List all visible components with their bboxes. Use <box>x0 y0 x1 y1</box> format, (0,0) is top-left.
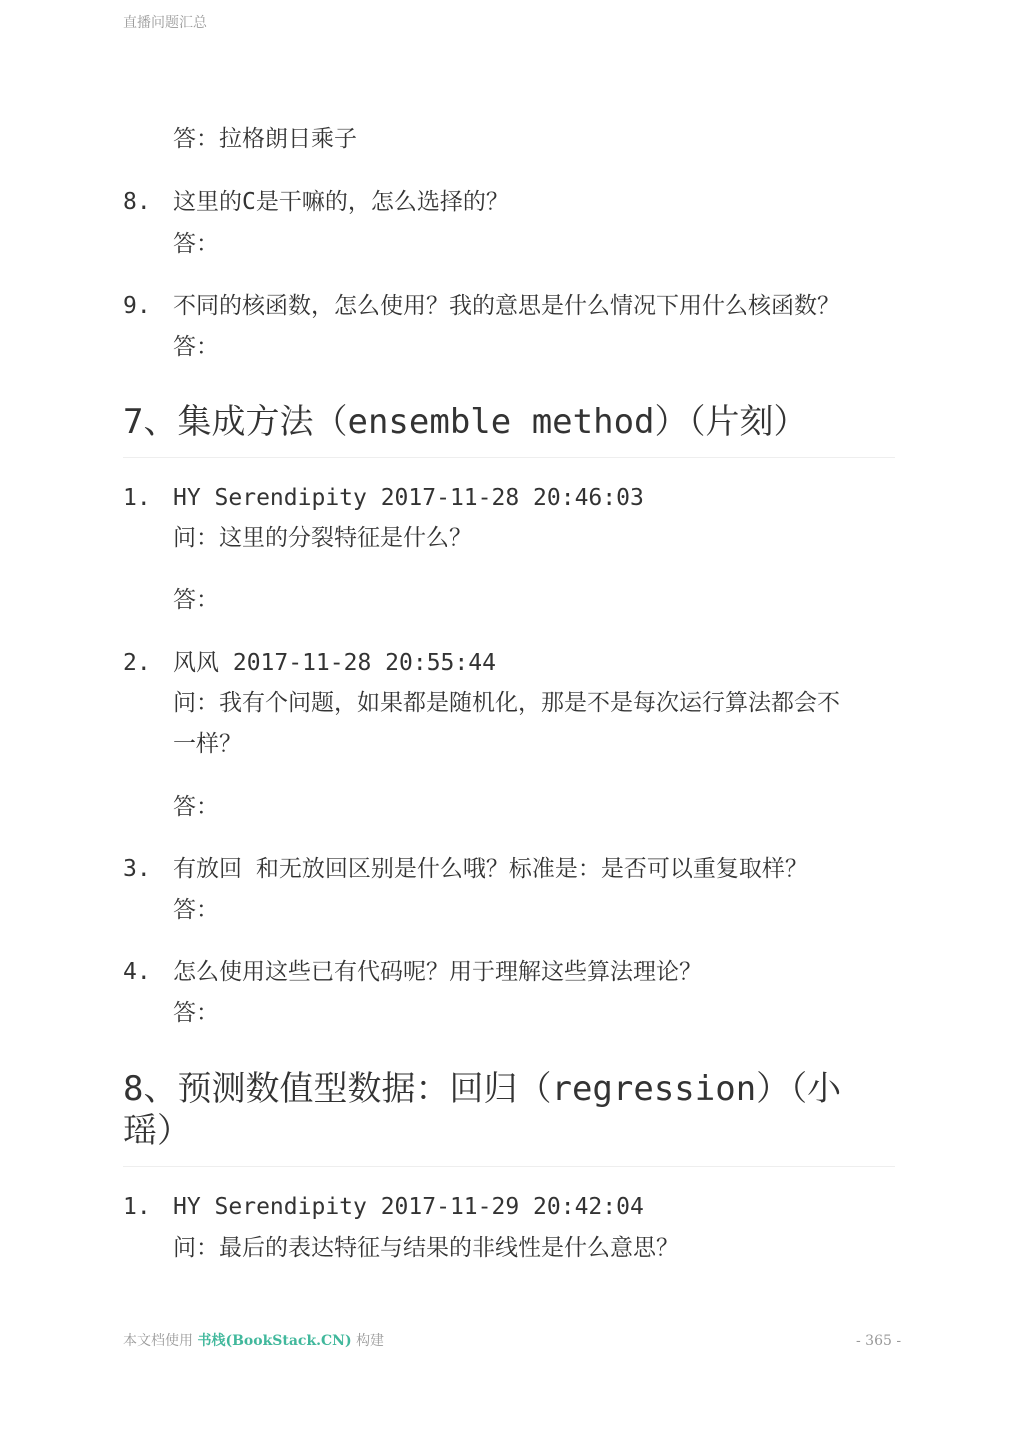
question-text: 问：最后的表达特征与结果的非线性是什么意思？ <box>173 1235 679 1261</box>
question-text: 有放回 和无放回区别是什么哦？标准是：是否可以重复取样？ <box>173 856 808 882</box>
page-number: - 365 - <box>856 1333 902 1349</box>
answer-text: 答： <box>173 1000 219 1026</box>
answer-text: 答： <box>173 231 219 257</box>
footer-prefix: 本文档使用 <box>123 1333 193 1349</box>
footer-suffix: 构建 <box>356 1333 385 1349</box>
list-item-number: 4. <box>123 959 151 985</box>
running-header-title: 直播问题汇总 <box>123 15 207 31</box>
bookstack-link[interactable]: 书栈(BookStack.CN) <box>197 1333 352 1349</box>
heading-divider <box>123 457 895 458</box>
section-heading-continued: 瑶） <box>123 1111 191 1151</box>
author-timestamp: HY Serendipity 2017-11-29 20:42:04 <box>173 1194 644 1220</box>
list-item-number: 9. <box>123 293 151 319</box>
answer-text: 答： <box>173 587 219 613</box>
answer-text: 答： <box>173 334 219 360</box>
question-text: 问：我有个问题，如果都是随机化，那是不是每次运行算法都会不 <box>173 690 840 716</box>
answer-text: 答：拉格朗日乘子 <box>173 126 357 152</box>
question-text: 怎么使用这些已有代码呢？用于理解这些算法理论？ <box>173 959 702 985</box>
footer-credit <box>123 1331 384 1351</box>
question-text: 问：这里的分裂特征是什么？ <box>173 525 472 551</box>
answer-text: 答： <box>173 794 219 820</box>
section-heading: 7、集成方法（ensemble method）（片刻） <box>123 402 808 442</box>
answer-text: 答： <box>173 897 219 923</box>
question-text: 这里的C是干嘛的，怎么选择的？ <box>173 189 509 215</box>
list-item-number: 1. <box>123 1194 151 1220</box>
section-heading: 8、预测数值型数据：回归（regression）（小 <box>123 1069 842 1109</box>
list-item-number: 3. <box>123 856 151 882</box>
list-item-number: 1. <box>123 485 151 511</box>
author-timestamp: HY Serendipity 2017-11-28 20:46:03 <box>173 485 644 511</box>
question-text-continued: 一样？ <box>173 731 242 757</box>
list-item-number: 8. <box>123 189 151 215</box>
heading-divider <box>123 1166 895 1167</box>
list-item-number: 2. <box>123 650 151 676</box>
author-timestamp: 风风 2017-11-28 20:55:44 <box>173 650 496 676</box>
question-text: 不同的核函数，怎么使用？我的意思是什么情况下用什么核函数？ <box>173 293 840 319</box>
